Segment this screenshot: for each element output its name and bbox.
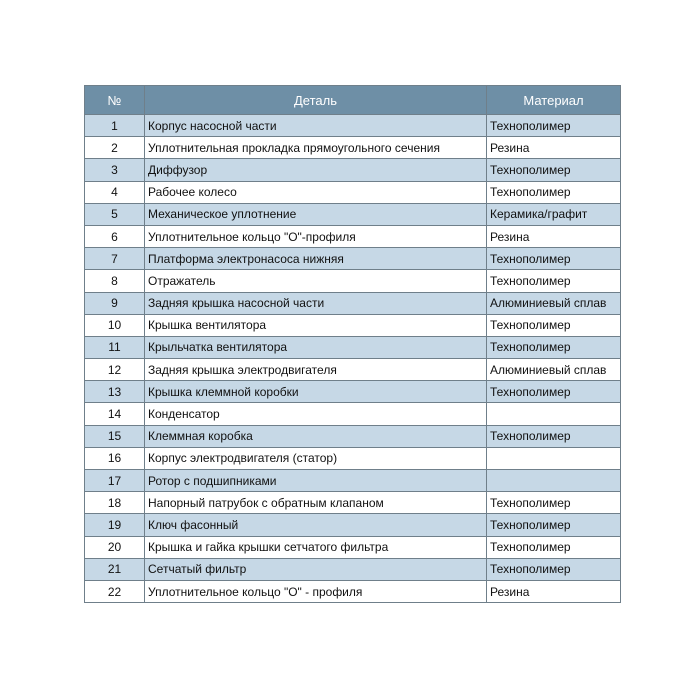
cell-material: Керамика/графит <box>487 203 621 225</box>
cell-part: Уплотнительное кольцо "О" - профиля <box>145 580 487 602</box>
table-row <box>85 492 621 514</box>
cell-number: 22 <box>85 580 145 602</box>
cell-material: Технополимер <box>487 336 621 358</box>
table-row <box>85 181 621 203</box>
header-row <box>85 86 621 115</box>
cell-part: Клеммная коробка <box>145 425 487 447</box>
cell-material: Алюминиевый сплав <box>487 359 621 381</box>
cell-number: 17 <box>85 470 145 492</box>
cell-number: 21 <box>85 558 145 580</box>
cell-material: Технополимер <box>487 558 621 580</box>
header-material: Материал <box>487 86 621 115</box>
cell-number: 9 <box>85 292 145 314</box>
table-row <box>85 115 621 137</box>
cell-number: 12 <box>85 359 145 381</box>
cell-number: 11 <box>85 336 145 358</box>
cell-part: Крышка клеммной коробки <box>145 381 487 403</box>
cell-part: Платформа электронасоса нижняя <box>145 248 487 270</box>
cell-material: Технополимер <box>487 314 621 336</box>
cell-material <box>487 447 621 469</box>
table-row <box>85 447 621 469</box>
cell-material: Алюминиевый сплав <box>487 292 621 314</box>
table-row <box>85 536 621 558</box>
cell-material: Технополимер <box>487 492 621 514</box>
cell-material <box>487 470 621 492</box>
cell-part: Отражатель <box>145 270 487 292</box>
table-row <box>85 336 621 358</box>
cell-part: Корпус электродвигателя (статор) <box>145 447 487 469</box>
table-row <box>85 514 621 536</box>
cell-material: Технополимер <box>487 159 621 181</box>
table-row <box>85 425 621 447</box>
cell-number: 15 <box>85 425 145 447</box>
cell-part: Сетчатый фильтр <box>145 558 487 580</box>
cell-part: Ключ фасонный <box>145 514 487 536</box>
table-row <box>85 292 621 314</box>
table-row <box>85 470 621 492</box>
cell-part: Ротор с подшипниками <box>145 470 487 492</box>
cell-number: 16 <box>85 447 145 469</box>
table-row <box>85 159 621 181</box>
cell-part: Крышка и гайка крышки сетчатого фильтра <box>145 536 487 558</box>
parts-table <box>84 85 621 603</box>
cell-material: Технополимер <box>487 248 621 270</box>
cell-part: Уплотнительная прокладка прямоугольного сечения <box>145 137 487 159</box>
table-row <box>85 359 621 381</box>
table-body <box>85 115 621 603</box>
cell-number: 19 <box>85 514 145 536</box>
cell-part: Крышка вентилятора <box>145 314 487 336</box>
table-row <box>85 580 621 602</box>
cell-number: 4 <box>85 181 145 203</box>
cell-number: 10 <box>85 314 145 336</box>
table-row <box>85 203 621 225</box>
cell-material: Технополимер <box>487 536 621 558</box>
cell-part: Задняя крышка насосной части <box>145 292 487 314</box>
cell-part: Корпус насосной части <box>145 115 487 137</box>
cell-part: Диффузор <box>145 159 487 181</box>
cell-material: Резина <box>487 580 621 602</box>
cell-material: Технополимер <box>487 514 621 536</box>
header-part: Деталь <box>145 86 487 115</box>
cell-part: Задняя крышка электродвигателя <box>145 359 487 381</box>
cell-number: 18 <box>85 492 145 514</box>
cell-material: Технополимер <box>487 381 621 403</box>
cell-number: 8 <box>85 270 145 292</box>
cell-number: 14 <box>85 403 145 425</box>
table-row <box>85 137 621 159</box>
cell-part: Крыльчатка вентилятора <box>145 336 487 358</box>
table-header <box>85 86 621 115</box>
cell-material <box>487 403 621 425</box>
cell-number: 5 <box>85 203 145 225</box>
table-row <box>85 314 621 336</box>
cell-number: 13 <box>85 381 145 403</box>
cell-number: 20 <box>85 536 145 558</box>
table-row <box>85 225 621 247</box>
table-row <box>85 558 621 580</box>
cell-number: 3 <box>85 159 145 181</box>
cell-material: Технополимер <box>487 270 621 292</box>
cell-part: Механическое уплотнение <box>145 203 487 225</box>
cell-part: Конденсатор <box>145 403 487 425</box>
table-row <box>85 270 621 292</box>
cell-number: 6 <box>85 225 145 247</box>
table-row <box>85 381 621 403</box>
cell-part: Напорный патрубок с обратным клапаном <box>145 492 487 514</box>
cell-material: Технополимер <box>487 425 621 447</box>
cell-material: Резина <box>487 137 621 159</box>
cell-number: 1 <box>85 115 145 137</box>
header-number: № <box>85 86 145 115</box>
cell-part: Рабочее колесо <box>145 181 487 203</box>
cell-number: 2 <box>85 137 145 159</box>
cell-material: Резина <box>487 225 621 247</box>
cell-number: 7 <box>85 248 145 270</box>
cell-material: Технополимер <box>487 115 621 137</box>
cell-part: Уплотнительное кольцо "О"-профиля <box>145 225 487 247</box>
table-row <box>85 403 621 425</box>
cell-material: Технополимер <box>487 181 621 203</box>
table-row <box>85 248 621 270</box>
